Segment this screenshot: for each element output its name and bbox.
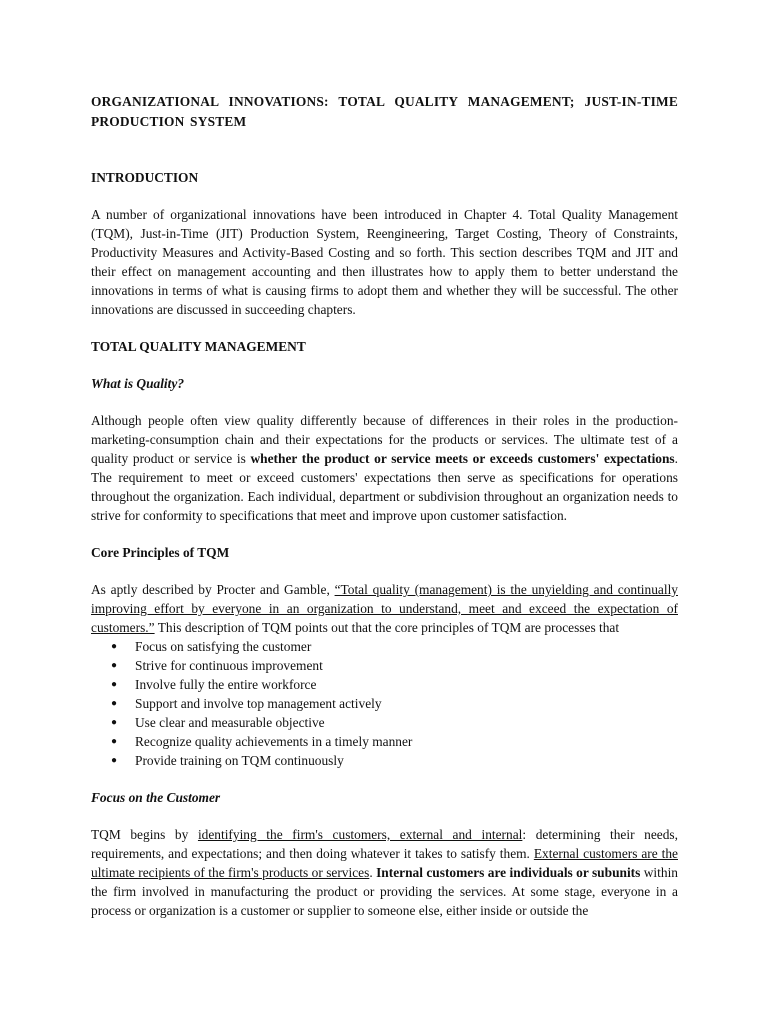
list-item	[111, 713, 678, 732]
core-principles-heading: Core Principles of TQM	[91, 545, 230, 560]
list-item-text: Use clear and measurable objective	[135, 715, 325, 730]
core-tail: This description of TQM points out that the core principles of TQM are processes that	[154, 620, 620, 635]
list-item	[111, 637, 678, 656]
bullet-icon: ●	[111, 679, 118, 690]
list-item-text: Provide training on TQM continuously	[135, 753, 344, 768]
bullet-icon: ●	[111, 641, 118, 652]
bullet-icon: ●	[111, 755, 118, 766]
focus-underline-1: identifying the firm's customers, external and internal	[197, 827, 523, 842]
list-item-text: Strive for continuous improvement	[135, 658, 323, 673]
pg-quote: “Total quality (management) is the unyielding and continually improving effort by everyone in an organization to understand, meet and exceed the expectation of customers.”	[91, 582, 678, 635]
list-item-text: Recognize quality achievements in a timely manner	[135, 734, 413, 749]
focus-text-1: TQM begins by	[91, 827, 198, 842]
focus-text-2: : determining their needs, requirements, and expectations; and then doing whatever it takes to satisfy them.	[91, 827, 678, 861]
what-is-quality-heading: What is Quality?	[91, 376, 185, 391]
focus-paragraph	[91, 825, 678, 920]
list-item	[111, 694, 678, 713]
focus-bold-1: Internal customers are individuals or subunits	[376, 865, 641, 880]
document-title: ORGANIZATIONAL INNOVATIONS: TOTAL QUALITY MANAGEMENT; JUST-IN-TIME PRODUCTION SYSTEM	[91, 94, 678, 129]
list-item-text: Focus on satisfying the customer	[135, 639, 312, 654]
quality-paragraph	[91, 411, 678, 525]
core-lead: As aptly described by Procter and Gamble,	[91, 582, 335, 597]
list-item	[111, 751, 678, 770]
bullet-icon: ●	[111, 698, 118, 709]
list-item	[111, 732, 678, 751]
focus-on-customer-heading: Focus on the Customer	[91, 790, 221, 805]
focus-underline-2: External customers are the ultimate recipients of the firm's products or services	[91, 846, 678, 880]
core-principles-paragraph	[91, 580, 678, 637]
focus-text-4: within the firm involved in manufacturing the product or providing the services. At some stage, everyone in a process or organization is a customer or supplier to someone else, either inside or outside the	[91, 865, 678, 918]
bullet-icon: ●	[111, 660, 118, 671]
list-item	[111, 656, 678, 675]
bullet-icon: ●	[111, 717, 118, 728]
introduction-paragraph: A number of organizational innovations have been introduced in Chapter 4. Total Quality Management (TQM), Just-in-Time (JIT) Production System, Reengineering, Target Costing, Theory of Constraints, Productivity Measures and Activity-Based Costing and so forth. This section describes TQM and JIT and their effect on management accounting and then illustrates how to apply them to better understand the innovations in terms of what is causing firms to adopt them and whether they will be successful. The other innovations are discussed in succeeding chapters.	[91, 207, 678, 317]
quality-emphasis: whether the product or service meets or exceeds customers' expectations	[250, 451, 675, 466]
tqm-heading: TOTAL QUALITY MANAGEMENT	[91, 339, 306, 354]
quality-text-1: Although people often view quality differently because of differences in their roles in the production-marketing-consumption chain and their expectations for the products or services. The ultimate test of a quality product or service is	[91, 413, 678, 466]
introduction-heading: INTRODUCTION	[91, 170, 199, 185]
list-item-text: Involve fully the entire workforce	[135, 677, 317, 692]
list-item	[111, 675, 678, 694]
bullet-icon: ●	[111, 736, 118, 747]
focus-text-3: .	[369, 865, 377, 880]
quality-text-2: . The requirement to meet or exceed customers' expectations then serve as specifications for operations throughout the organization. Each individual, department or subdivision throughout an organization needs to strive for conformity to specifications that meet and improve upon customer satisfaction.	[91, 451, 678, 523]
core-principles-list	[91, 637, 678, 770]
list-item-text: Support and involve top management actively	[135, 696, 382, 711]
